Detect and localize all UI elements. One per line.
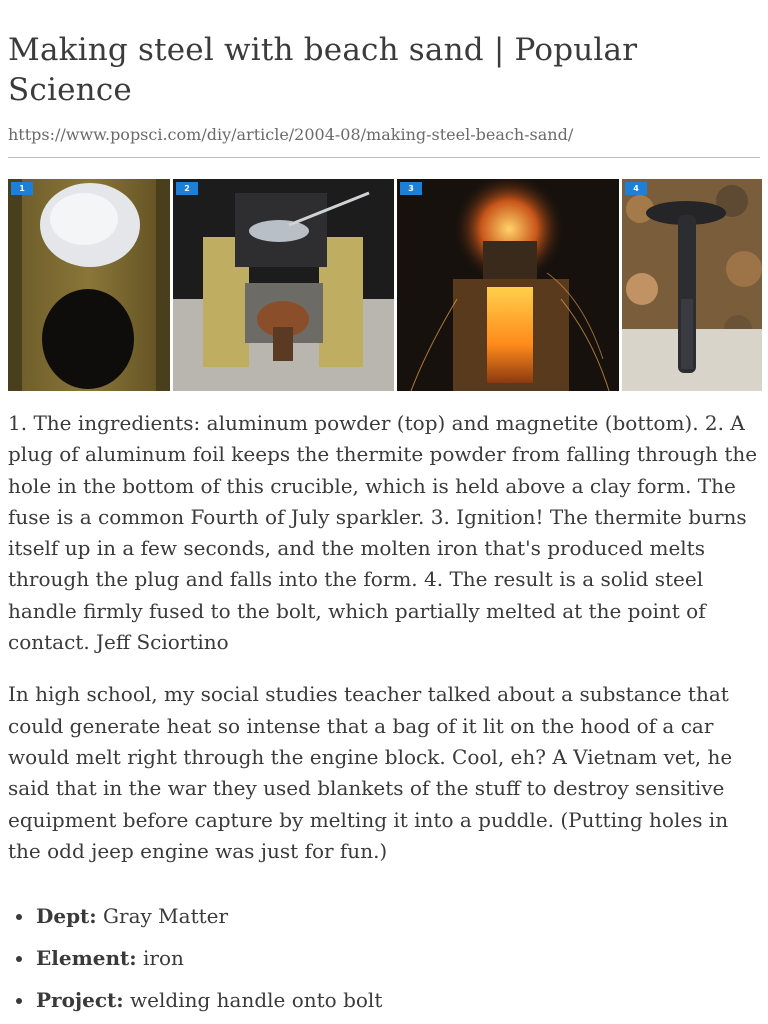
divider — [8, 157, 760, 158]
article-paragraph: In high school, my social studies teacher talked about a substance that could generate heat so intense that a bag of it lit on the hood of a car would melt right through the engine block. Cool, eh? A Vietnam vet, he said that in the war they used blankets of the stuff to destroy sensitive equipment before capture by melting it into a puddle. (Putting holes in the odd jeep engine was just for fun.) — [8, 682, 733, 863]
meta-value: iron — [142, 946, 184, 971]
meta-item-dept — [8, 903, 760, 929]
photo-number-2: 2 — [176, 182, 198, 195]
photo-number-3: 3 — [400, 182, 422, 195]
meta-label: Element: — [36, 946, 137, 971]
photo-panel-4 — [622, 179, 762, 391]
meta-label: Project: — [36, 988, 124, 1013]
article-url[interactable]: https://www.popsci.com/diy/article/2004-08/making-steel-beach-sand/ — [8, 125, 574, 144]
photo-strip — [8, 179, 762, 391]
photo-panel-3 — [397, 179, 619, 391]
meta-item-project — [8, 987, 760, 1013]
meta-item-element — [8, 945, 760, 971]
meta-value: welding handle onto bolt — [130, 988, 383, 1013]
photo-caption: 1. The ingredients: aluminum powder (top) and magnetite (bottom). 2. A plug of aluminum foil keeps the thermite powder from falling through the hole in the bottom of this crucible, which is held above a clay form. The fuse is a common Fourth of July sparkler. 3. Ignition! The thermite burns itself up in a few seconds, and the molten iron that's produced melts through the plug and falls into the form. 4. The result is a solid steel handle firmly fused to the bolt, which partially melted at the point of contact. Jeff Sciortino — [8, 411, 758, 655]
meta-label: Dept: — [36, 904, 97, 929]
article-meta-list — [8, 903, 760, 1013]
photo-number-4: 4 — [625, 182, 647, 195]
photo-panel-1 — [8, 179, 170, 391]
crucible-clay-form-photo-icon — [173, 179, 394, 391]
steel-handle-bolt-photo-icon — [622, 179, 762, 391]
meta-value: Gray Matter — [103, 904, 229, 929]
page-title: Making steel with beach sand | Popular Science — [8, 32, 638, 108]
photo-number-1: 1 — [11, 182, 33, 195]
photo-panel-2 — [173, 179, 394, 391]
aluminum-magnetite-photo-icon — [8, 179, 170, 391]
thermite-ignition-photo-icon — [397, 179, 619, 391]
